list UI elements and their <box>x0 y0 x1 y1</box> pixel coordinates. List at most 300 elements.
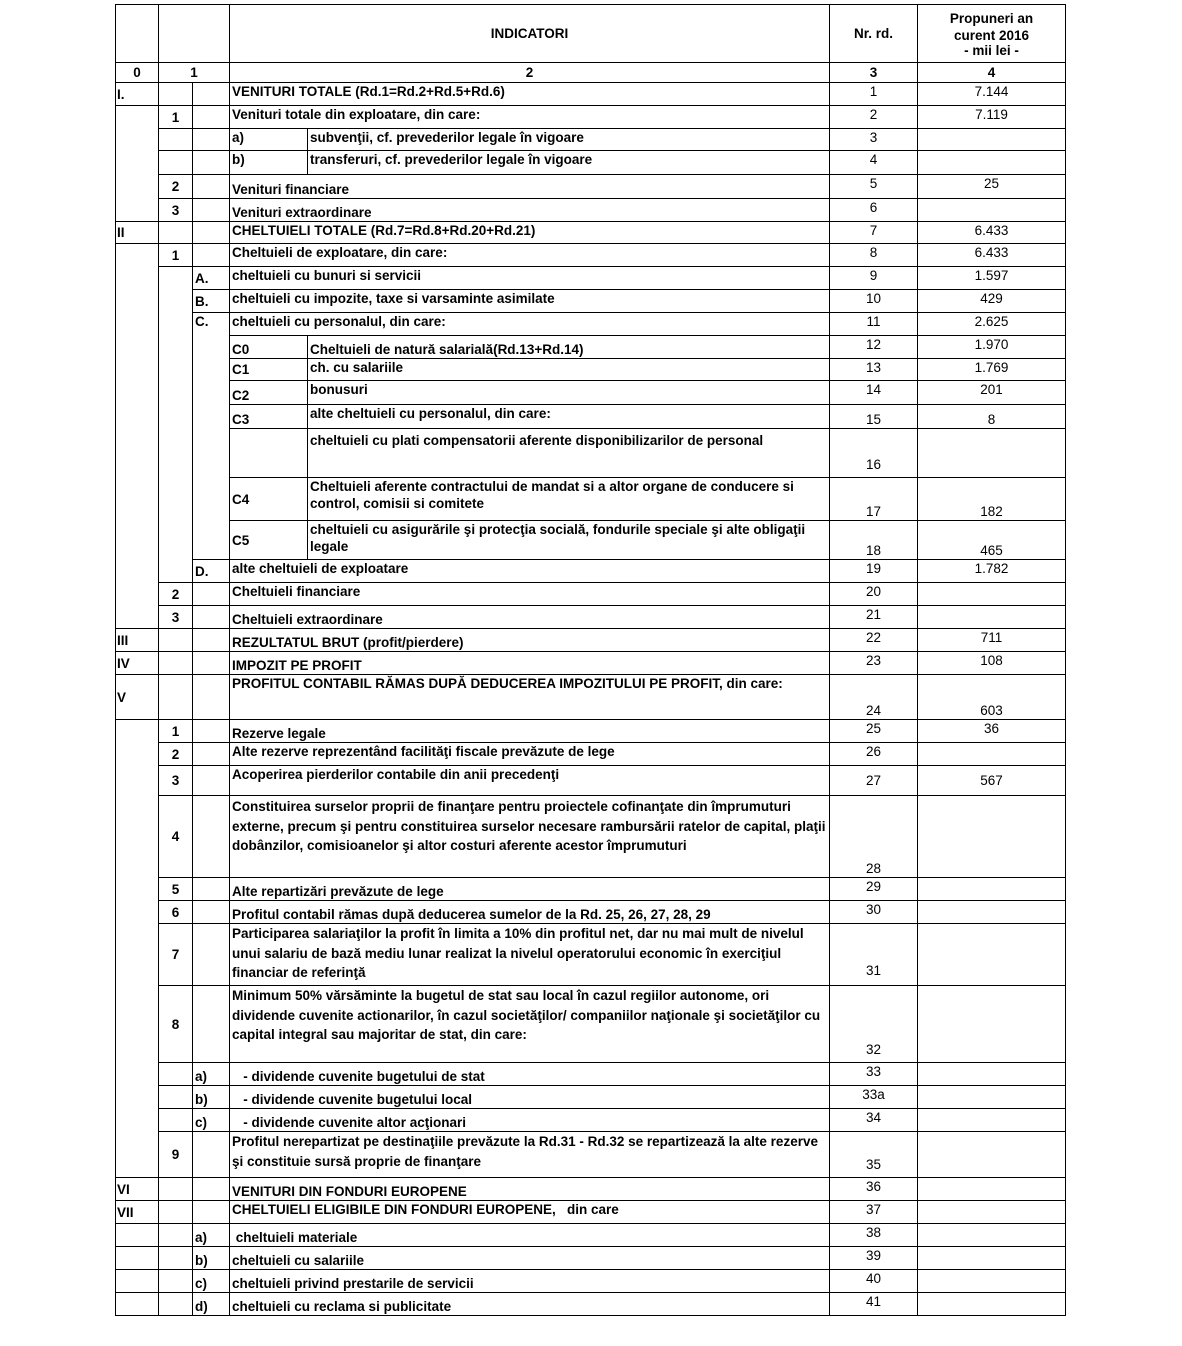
row-index <box>159 1201 193 1224</box>
table-row <box>116 267 1066 290</box>
table-row <box>116 796 1066 878</box>
row-subindex <box>193 743 230 766</box>
row-index <box>159 129 193 151</box>
row-index: 3 <box>159 199 193 222</box>
row-nr: 19 <box>830 560 918 583</box>
header-nr-rd: Nr. rd. <box>830 5 918 63</box>
row-value <box>918 1178 1066 1201</box>
row-nr: 31 <box>830 924 918 986</box>
row-roman: IV <box>116 652 159 675</box>
row-nr: 27 <box>830 766 918 796</box>
row-roman <box>116 1293 159 1316</box>
row-subindex <box>193 878 230 901</box>
row-subindex: b) <box>193 1247 230 1270</box>
row-nr: 34 <box>830 1109 918 1132</box>
row-value <box>918 743 1066 766</box>
table-row <box>116 336 1066 359</box>
row-roman <box>116 1086 159 1109</box>
row-value: 182 <box>918 478 1066 521</box>
row-subindex: C. <box>193 313 230 336</box>
row-value <box>918 129 1066 151</box>
row-nr: 28 <box>830 796 918 878</box>
row-index: 2 <box>159 743 193 766</box>
row-index: 7 <box>159 924 193 986</box>
row-label: ch. cu salariile <box>308 359 830 381</box>
row-index <box>159 83 193 106</box>
table-row <box>116 1201 1066 1224</box>
row-code: C2 <box>230 381 308 405</box>
row-value <box>918 583 1066 606</box>
row-value <box>918 199 1066 222</box>
row-roman: I. <box>116 83 159 106</box>
row-subindex <box>193 381 230 405</box>
row-nr: 33 <box>830 1063 918 1086</box>
table-row <box>116 1224 1066 1247</box>
row-nr: 14 <box>830 381 918 405</box>
row-roman <box>116 359 159 381</box>
row-roman <box>116 1063 159 1086</box>
row-value <box>918 878 1066 901</box>
row-value: 2.625 <box>918 313 1066 336</box>
row-roman <box>116 175 159 199</box>
row-subindex <box>193 129 230 151</box>
row-roman <box>116 924 159 986</box>
row-value <box>918 606 1066 629</box>
row-value <box>918 1293 1066 1316</box>
table-row <box>116 151 1066 175</box>
row-roman <box>116 521 159 560</box>
row-code: C1 <box>230 359 308 381</box>
row-subindex: D. <box>193 560 230 583</box>
row-nr: 29 <box>830 878 918 901</box>
row-nr: 32 <box>830 986 918 1063</box>
row-code: C3 <box>230 405 308 429</box>
row-label: Cheltuieli extraordinare <box>230 606 830 629</box>
row-nr: 7 <box>830 222 918 244</box>
row-roman <box>116 743 159 766</box>
row-value <box>918 1224 1066 1247</box>
row-roman <box>116 583 159 606</box>
row-subindex <box>193 83 230 106</box>
row-value: 6.433 <box>918 222 1066 244</box>
row-index <box>159 1247 193 1270</box>
row-label: PROFITUL CONTABIL RĂMAS DUPĂ DEDUCEREA IMPOZITULUI PE PROFIT, din care: <box>230 675 830 720</box>
row-nr: 17 <box>830 478 918 521</box>
table-row <box>116 1086 1066 1109</box>
row-label: cheltuieli cu bunuri si servicii <box>230 267 830 290</box>
table-row <box>116 83 1066 106</box>
row-subindex <box>193 720 230 743</box>
row-subindex <box>193 199 230 222</box>
row-subindex <box>193 675 230 720</box>
row-nr: 6 <box>830 199 918 222</box>
row-index <box>159 290 193 313</box>
row-subindex <box>193 924 230 986</box>
row-value: 25 <box>918 175 1066 199</box>
table-row <box>116 986 1066 1063</box>
row-value: 603 <box>918 675 1066 720</box>
row-label: cheltuieli cu personalul, din care: <box>230 313 830 336</box>
row-label: REZULTATUL BRUT (profit/pierdere) <box>230 629 830 652</box>
row-label: Acoperirea pierderilor contabile din anii precedenţi <box>230 766 830 796</box>
row-index <box>159 1063 193 1086</box>
table-row <box>116 1063 1066 1086</box>
row-nr: 2 <box>830 106 918 129</box>
row-roman <box>116 766 159 796</box>
table-row <box>116 129 1066 151</box>
row-roman <box>116 313 159 336</box>
row-label: Alte rezerve reprezentând facilităţi fiscale prevăzute de lege <box>230 743 830 766</box>
row-subindex <box>193 405 230 429</box>
row-nr: 35 <box>830 1132 918 1178</box>
row-value: 1.597 <box>918 267 1066 290</box>
row-label: - dividende cuvenite bugetului local <box>230 1086 830 1109</box>
table-row <box>116 560 1066 583</box>
row-roman <box>116 1224 159 1247</box>
row-subindex: d) <box>193 1293 230 1316</box>
row-index <box>159 1178 193 1201</box>
row-value <box>918 901 1066 924</box>
row-value <box>918 1132 1066 1178</box>
row-index <box>159 1270 193 1293</box>
row-label: alte cheltuieli de exploatare <box>230 560 830 583</box>
row-index: 1 <box>159 106 193 129</box>
row-value <box>918 986 1066 1063</box>
row-index <box>159 151 193 175</box>
table-row <box>116 1132 1066 1178</box>
row-label: CHELTUIELI ELIGIBILE DIN FONDURI EUROPENE, din care <box>230 1201 830 1224</box>
row-label: Cheltuieli de exploatare, din care: <box>230 244 830 267</box>
header-blank-1 <box>159 5 230 63</box>
row-index: 2 <box>159 583 193 606</box>
table-row <box>116 629 1066 652</box>
row-roman <box>116 336 159 359</box>
row-nr: 26 <box>830 743 918 766</box>
row-roman: II <box>116 222 159 244</box>
row-value <box>918 1247 1066 1270</box>
row-label: Constituirea surselor proprii de finanţare pentru proiectele cofinanţate din împrumuturi externe, precum şi pentru constituirea surselor necesare rambursării ratelor de capital, plaţii dobânzilor, comisioanelor şi altor costuri aferente acestor împrumuturi <box>230 796 830 878</box>
row-nr: 20 <box>830 583 918 606</box>
row-nr: 15 <box>830 405 918 429</box>
table-row <box>116 222 1066 244</box>
row-code: C4 <box>230 478 308 521</box>
row-index: 1 <box>159 720 193 743</box>
col-index-1: 1 <box>159 63 230 83</box>
row-label: cheltuieli cu salariile <box>230 1247 830 1270</box>
row-subindex: A. <box>193 267 230 290</box>
row-label: VENITURI DIN FONDURI EUROPENE <box>230 1178 830 1201</box>
row-label: Profitul nerepartizat pe destinaţiile prevăzute la Rd.31 - Rd.32 se repartizează la alte rezerve şi constituie sursă proprie de finanţare <box>230 1132 830 1178</box>
col-index-3: 3 <box>830 63 918 83</box>
row-nr: 21 <box>830 606 918 629</box>
row-label: Participarea salariaţilor la profit în limita a 10% din profitul net, dar nu mai mult de nivelul unui salariu de bază mediu lunar realizat la nivelul operatorului economic în exerciţiul financiar de referinţă <box>230 924 830 986</box>
row-label: transferuri, cf. prevederilor legale în vigoare <box>308 151 830 175</box>
row-nr: 9 <box>830 267 918 290</box>
row-nr: 3 <box>830 129 918 151</box>
row-value: 201 <box>918 381 1066 405</box>
row-nr: 39 <box>830 1247 918 1270</box>
row-index <box>159 313 193 336</box>
row-value: 7.144 <box>918 83 1066 106</box>
row-label: Cheltuieli aferente contractului de mandat si a altor organe de conducere si control, comisii si comitete <box>308 478 830 521</box>
row-index <box>159 336 193 359</box>
row-nr: 41 <box>830 1293 918 1316</box>
row-subindex <box>193 606 230 629</box>
table-row <box>116 1293 1066 1316</box>
row-roman <box>116 1247 159 1270</box>
row-label: cheltuieli privind prestarile de servicii <box>230 1270 830 1293</box>
table-row <box>116 381 1066 405</box>
row-nr: 36 <box>830 1178 918 1201</box>
row-nr: 8 <box>830 244 918 267</box>
row-nr: 23 <box>830 652 918 675</box>
row-index <box>159 521 193 560</box>
budget-table <box>115 4 1066 1316</box>
row-value: 711 <box>918 629 1066 652</box>
col-index-4: 4 <box>918 63 1066 83</box>
table-row <box>116 405 1066 429</box>
row-index: 1 <box>159 244 193 267</box>
row-subindex <box>193 478 230 521</box>
row-value <box>918 1086 1066 1109</box>
row-nr: 1 <box>830 83 918 106</box>
row-nr: 40 <box>830 1270 918 1293</box>
table-row <box>116 652 1066 675</box>
row-code: C5 <box>230 521 308 560</box>
row-roman <box>116 1132 159 1178</box>
row-roman <box>116 106 159 129</box>
row-roman <box>116 878 159 901</box>
row-label: cheltuieli materiale <box>230 1224 830 1247</box>
table-row <box>116 175 1066 199</box>
row-label: - dividende cuvenite altor acţionari <box>230 1109 830 1132</box>
row-nr: 13 <box>830 359 918 381</box>
row-subindex <box>193 986 230 1063</box>
row-value <box>918 924 1066 986</box>
row-index <box>159 222 193 244</box>
row-label: bonusuri <box>308 381 830 405</box>
column-index-row <box>116 63 1066 83</box>
table-row <box>116 720 1066 743</box>
row-subindex <box>193 244 230 267</box>
table-row <box>116 1270 1066 1293</box>
row-index <box>159 1086 193 1109</box>
row-roman <box>116 429 159 478</box>
row-subindex <box>193 106 230 129</box>
row-value <box>918 1270 1066 1293</box>
row-value: 8 <box>918 405 1066 429</box>
row-roman <box>116 1109 159 1132</box>
row-nr: 33a <box>830 1086 918 1109</box>
row-label: cheltuieli cu plati compensatorii aferente disponibilizarilor de personal <box>308 429 830 478</box>
row-label: Rezerve legale <box>230 720 830 743</box>
row-nr: 12 <box>830 336 918 359</box>
row-label: Cheltuieli de natură salarială(Rd.13+Rd.14) <box>308 336 830 359</box>
row-value: 429 <box>918 290 1066 313</box>
row-index <box>159 1109 193 1132</box>
row-nr: 38 <box>830 1224 918 1247</box>
row-roman <box>116 560 159 583</box>
row-value: 36 <box>918 720 1066 743</box>
row-roman <box>116 129 159 151</box>
row-subindex <box>193 336 230 359</box>
row-roman: VII <box>116 1201 159 1224</box>
row-label: Minimum 50% vărsăminte la bugetul de stat sau local în cazul regiilor autonome, ori dividende cuvenite actionarilor, în cazul societăţilor/ companiilor naţionale şi societăţilor cu capital integral sau majoritar de stat, din care: <box>230 986 830 1063</box>
row-nr: 22 <box>830 629 918 652</box>
row-roman: III <box>116 629 159 652</box>
row-roman <box>116 796 159 878</box>
row-roman <box>116 244 159 267</box>
row-roman <box>116 267 159 290</box>
table-row <box>116 478 1066 521</box>
row-roman <box>116 901 159 924</box>
row-subindex <box>193 222 230 244</box>
header-propuneri-line3: - mii lei - <box>964 42 1019 58</box>
row-label: Profitul contabil rămas după deducerea sumelor de la Rd. 25, 26, 27, 28, 29 <box>230 901 830 924</box>
table-header-row <box>116 5 1066 63</box>
row-subindex: B. <box>193 290 230 313</box>
row-value: 1.782 <box>918 560 1066 583</box>
row-value: 1.769 <box>918 359 1066 381</box>
row-code: a) <box>230 129 308 151</box>
row-label: cheltuieli cu reclama si publicitate <box>230 1293 830 1316</box>
table-row <box>116 606 1066 629</box>
table-row <box>116 1178 1066 1201</box>
row-subindex <box>193 359 230 381</box>
row-roman <box>116 290 159 313</box>
row-label: Venituri extraordinare <box>230 199 830 222</box>
table-row <box>116 766 1066 796</box>
row-index <box>159 405 193 429</box>
row-value <box>918 429 1066 478</box>
row-value <box>918 151 1066 175</box>
row-value: 7.119 <box>918 106 1066 129</box>
row-code <box>230 429 308 478</box>
row-subindex: c) <box>193 1109 230 1132</box>
table-row <box>116 313 1066 336</box>
table-row <box>116 1109 1066 1132</box>
row-subindex <box>193 1132 230 1178</box>
row-label: subvenţii, cf. prevederilor legale în vigoare <box>308 129 830 151</box>
row-roman <box>116 381 159 405</box>
row-nr: 37 <box>830 1201 918 1224</box>
table-row <box>116 199 1066 222</box>
table-row <box>116 429 1066 478</box>
row-index <box>159 652 193 675</box>
row-subindex <box>193 151 230 175</box>
row-value: 6.433 <box>918 244 1066 267</box>
row-roman <box>116 199 159 222</box>
col-index-0: 0 <box>116 63 159 83</box>
table-row <box>116 924 1066 986</box>
row-roman <box>116 151 159 175</box>
row-nr: 4 <box>830 151 918 175</box>
row-value <box>918 1063 1066 1086</box>
table-row <box>116 359 1066 381</box>
header-propuneri-line2: curent 2016 <box>953 27 1030 43</box>
row-nr: 18 <box>830 521 918 560</box>
row-nr: 5 <box>830 175 918 199</box>
row-index: 5 <box>159 878 193 901</box>
row-index <box>159 675 193 720</box>
row-value: 1.970 <box>918 336 1066 359</box>
row-index: 3 <box>159 766 193 796</box>
row-index <box>159 1293 193 1316</box>
row-value: 465 <box>918 521 1066 560</box>
row-value: 567 <box>918 766 1066 796</box>
header-blank-0 <box>116 5 159 63</box>
row-index: 6 <box>159 901 193 924</box>
row-roman <box>116 1270 159 1293</box>
row-subindex <box>193 652 230 675</box>
row-subindex: a) <box>193 1224 230 1247</box>
table-row <box>116 743 1066 766</box>
row-roman <box>116 720 159 743</box>
row-subindex: b) <box>193 1086 230 1109</box>
row-index <box>159 629 193 652</box>
row-nr: 25 <box>830 720 918 743</box>
row-subindex <box>193 1201 230 1224</box>
row-value: 108 <box>918 652 1066 675</box>
row-index: 3 <box>159 606 193 629</box>
row-label: VENITURI TOTALE (Rd.1=Rd.2+Rd.5+Rd.6) <box>230 83 830 106</box>
row-subindex <box>193 629 230 652</box>
row-nr: 16 <box>830 429 918 478</box>
row-subindex <box>193 901 230 924</box>
row-value <box>918 1109 1066 1132</box>
table-row <box>116 244 1066 267</box>
col-index-2: 2 <box>230 63 830 83</box>
row-index <box>159 267 193 290</box>
row-roman: V <box>116 675 159 720</box>
table-row <box>116 583 1066 606</box>
row-label: IMPOZIT PE PROFIT <box>230 652 830 675</box>
row-subindex <box>193 1178 230 1201</box>
row-label: cheltuieli cu impozite, taxe si varsaminte asimilate <box>230 290 830 313</box>
row-subindex: a) <box>193 1063 230 1086</box>
row-subindex <box>193 521 230 560</box>
header-indicatori: INDICATORI <box>230 5 830 63</box>
row-label: Venituri financiare <box>230 175 830 199</box>
row-code: b) <box>230 151 308 175</box>
row-index <box>159 1224 193 1247</box>
header-propuneri-line1: Propuneri an <box>949 10 1034 26</box>
row-subindex: c) <box>193 1270 230 1293</box>
row-subindex <box>193 796 230 878</box>
row-subindex <box>193 766 230 796</box>
row-nr: 10 <box>830 290 918 313</box>
row-label: Cheltuieli financiare <box>230 583 830 606</box>
row-label: CHELTUIELI TOTALE (Rd.7=Rd.8+Rd.20+Rd.21) <box>230 222 830 244</box>
row-index <box>159 478 193 521</box>
row-index: 9 <box>159 1132 193 1178</box>
row-label: - dividende cuvenite bugetului de stat <box>230 1063 830 1086</box>
row-subindex <box>193 429 230 478</box>
table-row <box>116 878 1066 901</box>
row-index: 2 <box>159 175 193 199</box>
row-subindex <box>193 583 230 606</box>
row-index <box>159 381 193 405</box>
table-row <box>116 106 1066 129</box>
row-roman <box>116 405 159 429</box>
row-index <box>159 359 193 381</box>
row-label: Venituri totale din exploatare, din care: <box>230 106 830 129</box>
row-nr: 30 <box>830 901 918 924</box>
header-propuneri <box>918 5 1066 63</box>
row-roman <box>116 606 159 629</box>
row-label: alte cheltuieli cu personalul, din care: <box>308 405 830 429</box>
row-index: 4 <box>159 796 193 878</box>
